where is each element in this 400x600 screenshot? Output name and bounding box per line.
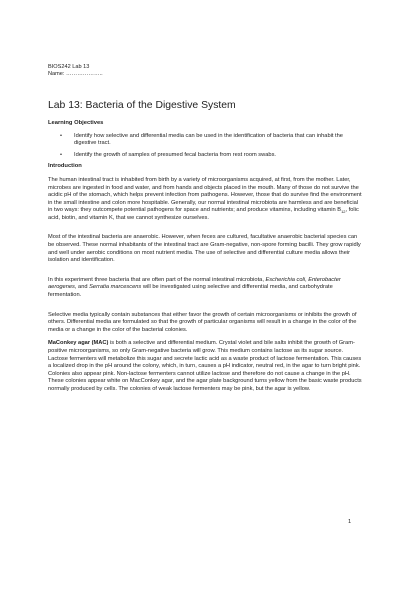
species-name: Serratia marcescens [89, 284, 142, 291]
list-item [48, 152, 364, 160]
page-number: 1 [348, 519, 352, 525]
objectives-list [48, 133, 364, 160]
intro-paragraph-1 [48, 177, 364, 223]
paragraph-text: The human intestinal tract is inhabited from birth by a variety of microorganisms acquired, at first, from the mother. Later, microbes are ingested in food and water, and from hands and objects placed in the mouth. Many of those do not survive the acidic pH of the stomach, which helps prevent infection from pathogens. However, those that do survive find the environment in the small intestine and colon more hospitable. Generally, our normal intestinal microbiota are harmless and are beneficial in two ways: they outcompete potential pathogens for space and nutrients; and produce vitamins, including vitamin B [48, 176, 362, 214]
paragraph-text: , and [74, 284, 90, 291]
bullet-icon: • [60, 151, 62, 158]
paragraph-text: is both a selective and differential medium. Crystal violet and bile salts inhibit the growth of Gram-positive microorganisms, so only Gram-negative bacteria will grow. This medium contains lactose as its sugar source. Lactose fermenters will metabolize this sugar and secrete lactic acid as a waste product of lactose fermentation. This causes a localized drop in the pH around the colony, which, in turn, causes a pH indicator, neutral red, in the agar to turn bright pink. Colonies also appear pink. Non-lactose fermenters cannot utilize lactose and therefore do not cause a change in the pH. These colonies appear white on MacConkey agar, and the agar plate background turns yellow from the basic waste products normally produced by cells. The colonies of weak lactose fermenters may be pink, but the agar is yellow. [48, 340, 362, 392]
intro-paragraph-2: Most of the intestinal bacteria are anaerobic. However, when feces are cultured, facultative anaerobic bacterial species can be observed. These normal inhabitants of the intestinal tract are Gram-negative, non-spore forming bacilli. They grow rapidly and well under aerobic conditions on most nutrient media. The use of selective and differential culture media allows their isolation and identification. [48, 234, 361, 264]
paragraph-text: , [305, 276, 309, 283]
paragraph-text: will be investigated using selective and differential media, and carbohydrate fermentation. [48, 284, 333, 299]
vitamin-subscript: 12 [341, 209, 346, 215]
page-title: Lab 13: Bacteria of the Digestive System [48, 100, 236, 112]
page-content [48, 64, 364, 394]
name-line: Name: ……………….. [48, 71, 103, 78]
introduction-heading: Introduction [48, 163, 82, 170]
objective-text: Identify the growth of samples of presumed fecal bacteria from rest room swabs. [74, 151, 276, 158]
list-item [48, 133, 364, 148]
species-name: Enterobacter aerogenes [48, 276, 341, 291]
species-name: Escherichia coli [265, 276, 306, 283]
learning-objectives-heading: Learning Objectives [48, 120, 104, 127]
course-code: BIOS242 Lab 13 [48, 64, 90, 70]
objective-text: Identify how selective and differential media can be used in the identification of bacteria that can inhabit the digestive tract. [74, 132, 343, 147]
intro-paragraph-5 [48, 340, 364, 393]
intro-paragraph-3 [48, 277, 364, 300]
medium-name: MaConkey agar (MAC) [48, 340, 109, 347]
paragraph-text: In this experiment three bacteria that are often part of the normal intestinal microbiota, [48, 276, 266, 283]
bullet-icon: • [60, 132, 62, 139]
intro-paragraph-4: Selective media typically contain substances that either favor the growth of certain microorganisms or inhibits the growth of others. Differential media are formulated so that the growth of particular organisms will result in a change in the color of the media or a change in the color of the bacterial colonies. [48, 311, 357, 333]
paragraph-text: , folic acid, biotin, and vitamin K, that we cannot synthesize ourselves. [48, 207, 359, 221]
